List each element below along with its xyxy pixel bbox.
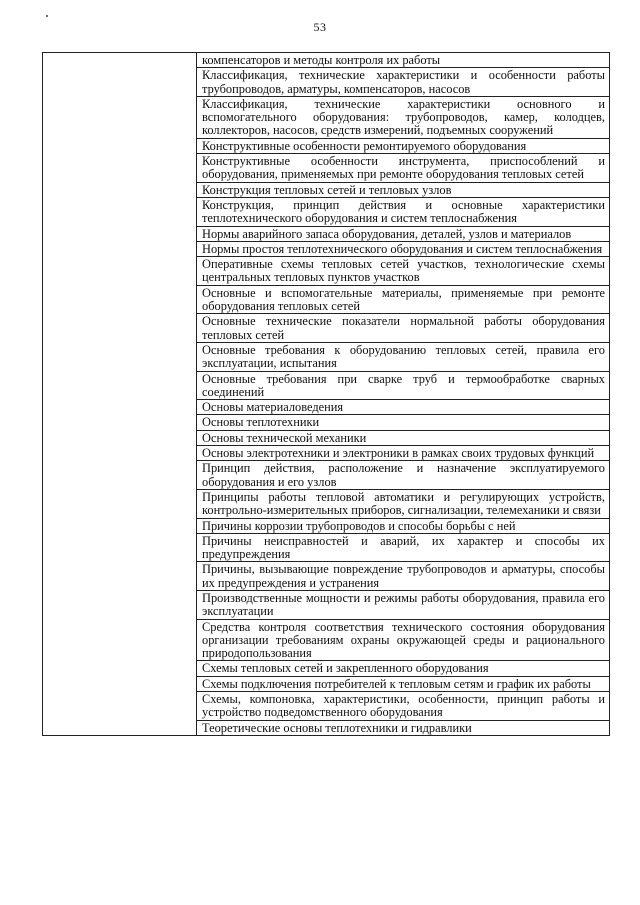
requirements-table bbox=[42, 52, 610, 736]
knowledge-item-cell bbox=[197, 461, 610, 490]
knowledge-item-text: Основы теплотехники bbox=[202, 415, 320, 430]
knowledge-item-text: Принципы работы тепловой автоматики и регулирующих устройств, контрольно-измерительных приборов, сигнализации, телемеханики и связи bbox=[202, 489, 605, 518]
knowledge-item-cell bbox=[197, 314, 610, 343]
knowledge-item-cell bbox=[197, 720, 610, 735]
knowledge-item-text: Причины неисправностей и аварий, их характер и способы их предупреждения bbox=[202, 533, 605, 562]
knowledge-item-text: Основы электротехники и электроники в рамках своих трудовых функций bbox=[202, 446, 595, 461]
table-body bbox=[43, 53, 610, 736]
knowledge-item-text: Оперативные схемы тепловых сетей участков, технологические схемы центральных тепловых пунктов участков bbox=[202, 257, 605, 285]
knowledge-item-text: Теоретические основы теплотехники и гидравлики bbox=[202, 720, 472, 735]
knowledge-item-text: Классификация, технические характеристики и особенности работы трубопроводов, арматуры, компенсаторов, насосов bbox=[202, 68, 605, 96]
knowledge-item-cell bbox=[197, 371, 610, 400]
knowledge-item-cell bbox=[197, 446, 610, 461]
knowledge-item-cell bbox=[197, 676, 610, 691]
page-number: 53 bbox=[313, 20, 327, 34]
knowledge-item-cell bbox=[197, 430, 610, 445]
knowledge-item-text: Принцип действия, расположение и назначение эксплуатируемого оборудования и его узлов bbox=[202, 461, 605, 489]
knowledge-item-text: Нормы аварийного запаса оборудования, деталей, узлов и материалов bbox=[202, 226, 572, 241]
table-row bbox=[43, 53, 610, 68]
knowledge-item-cell bbox=[197, 661, 610, 676]
knowledge-item-cell bbox=[197, 692, 610, 721]
knowledge-item-text: Схемы подключения потребителей к тепловым сетям и график их работы bbox=[202, 676, 591, 691]
knowledge-item-cell bbox=[197, 285, 610, 314]
knowledge-item-cell bbox=[197, 257, 610, 286]
knowledge-item-text: Причины коррозии трубопроводов и способы борьбы с ней bbox=[202, 518, 516, 533]
knowledge-item-text: Классификация, технические характеристики основного и вспомогательного оборудования: трубопроводов, камер, колодцев, коллекторов, насосов, средств измерений, подъемных сооружений bbox=[202, 96, 605, 138]
knowledge-item-text: Основные требования при сварке труб и термообработке сварных соединений bbox=[202, 371, 605, 399]
knowledge-item-cell bbox=[197, 197, 610, 226]
knowledge-item-text: Конструктивные особенности инструмента, приспособлений и оборудования, применяемых при ремонте оборудования тепловых сетей bbox=[202, 154, 605, 182]
knowledge-item-cell bbox=[197, 562, 610, 591]
knowledge-item-cell bbox=[197, 400, 610, 415]
knowledge-item-text: Конструкция тепловых сетей и тепловых узлов bbox=[202, 182, 452, 197]
knowledge-item-cell bbox=[197, 342, 610, 371]
knowledge-item-text: Основные технические показатели нормальной работы оборудования тепловых сетей bbox=[202, 314, 605, 342]
knowledge-item-text: компенсаторов и методы контроля их работы bbox=[202, 53, 441, 67]
knowledge-item-cell bbox=[197, 68, 610, 97]
knowledge-item-text: Конструктивные особенности ремонтируемого оборудования bbox=[202, 138, 527, 153]
left-column-cell bbox=[43, 53, 197, 736]
knowledge-item-cell bbox=[197, 138, 610, 153]
knowledge-item-cell bbox=[197, 241, 610, 256]
knowledge-item-text: Схемы, компоновка, характеристики, особенности, принцип работы и устройство подведомственного оборудования bbox=[202, 692, 605, 720]
knowledge-item-cell bbox=[197, 96, 610, 138]
knowledge-item-cell bbox=[197, 518, 610, 533]
knowledge-item-text: Производственные мощности и режимы работы оборудования, правила его эксплуатации bbox=[202, 590, 605, 619]
knowledge-item-cell bbox=[197, 489, 610, 518]
knowledge-item-cell bbox=[197, 619, 610, 661]
knowledge-item-text: Нормы простоя теплотехнического оборудования и систем теплоснабжения bbox=[202, 241, 603, 256]
knowledge-item-cell bbox=[197, 182, 610, 197]
knowledge-item-cell bbox=[197, 533, 610, 562]
knowledge-item-text: Причины, вызывающие повреждение трубопроводов и арматуры, способы их предупреждения и устранения bbox=[202, 562, 605, 590]
knowledge-item-text: Основные требования к оборудованию тепловых сетей, правила его эксплуатации, испытания bbox=[202, 342, 605, 371]
knowledge-item-cell bbox=[197, 53, 610, 68]
knowledge-item-cell bbox=[197, 590, 610, 619]
knowledge-item-text: Схемы тепловых сетей и закрепленного оборудования bbox=[202, 661, 489, 676]
knowledge-item-cell bbox=[197, 415, 610, 430]
knowledge-item-text: Средства контроля соответствия технического состояния оборудования организации требованиям охраны окружающей среды и рационального природопользования bbox=[202, 619, 605, 661]
knowledge-item-cell bbox=[197, 154, 610, 183]
knowledge-item-text: Конструкция, принцип действия и основные характеристики теплотехнического оборудования и систем теплоснабжения bbox=[202, 197, 605, 226]
scan-speck bbox=[46, 15, 48, 17]
knowledge-item-text: Основные и вспомогательные материалы, применяемые при ремонте оборудования тепловых сетей bbox=[202, 285, 605, 314]
knowledge-item-text: Основы материаловедения bbox=[202, 400, 344, 415]
knowledge-item-cell bbox=[197, 226, 610, 241]
knowledge-item-text: Основы технической механики bbox=[202, 430, 367, 445]
